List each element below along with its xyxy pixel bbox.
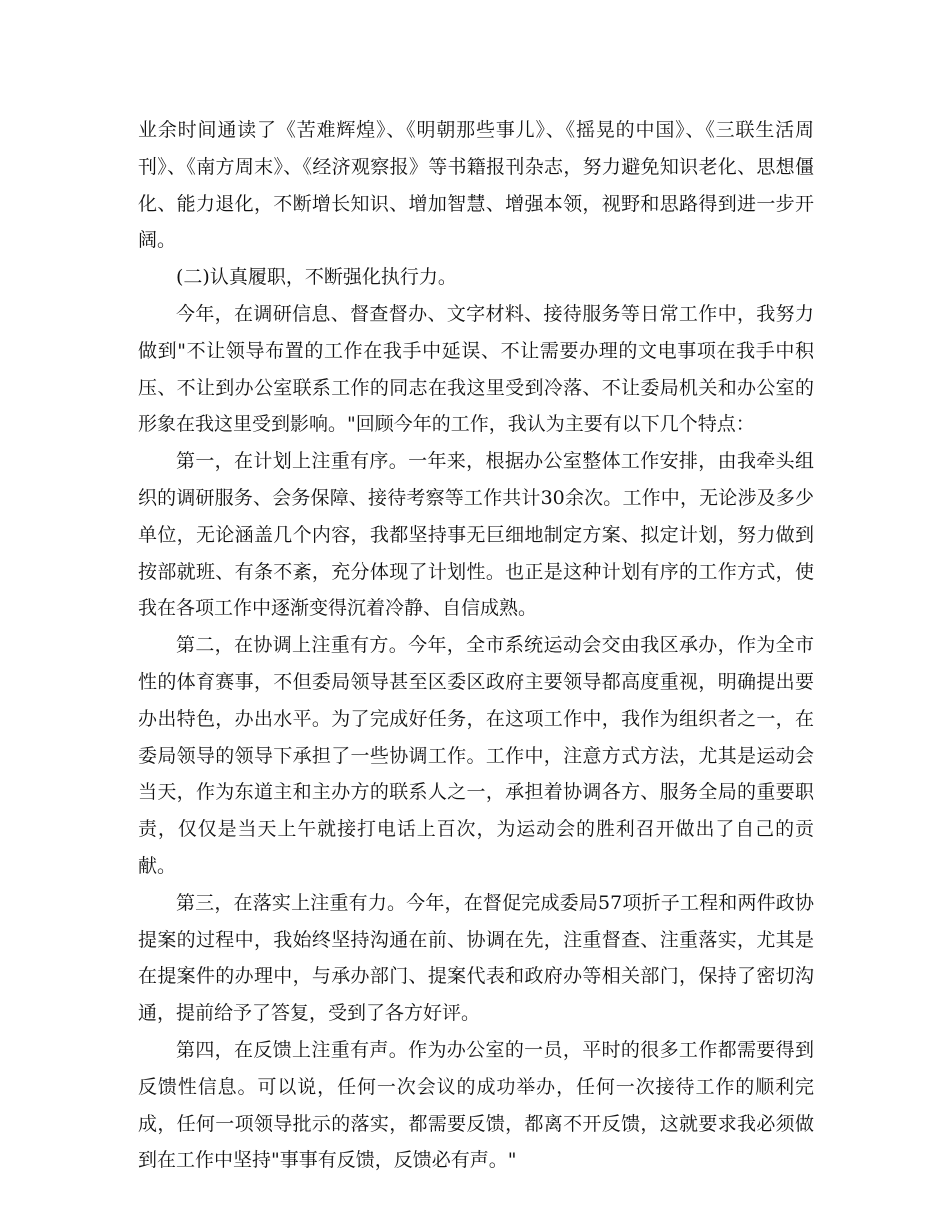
document-body xyxy=(138,112,814,1179)
paragraph-daily-work: 今年，在调研信息、督查督办、文字材料、接待服务等日常工作中，我努力做到"不让领导布置的工作在我手中延误、不让需要办理的文电事项在我手中积压、不让到办公室联系工作的同志在我这里受到冷落、不让委局机关和办公室的形象在我这里受到影响。"回顾今年的工作，我认为主要有以下几个特点： xyxy=(138,302,814,436)
paragraph-point-coordination: 第二，在协调上注重有方。今年，全市系统运动会交由我区承办，作为全市性的体育赛事，不但委局领导甚至区委区政府主要领导都高度重视，明确提出要办出特色，办出水平。为了完成好任务，在这项工作中，我作为组织者之一，在委局领导的领导下承担了一些协调工作。工作中，注意方式方法，尤其是运动会当天，作为东道主和主办方的联系人之一，承担着协调各方、服务全局的重要职责，仅仅是当天上午就接打电话上百次，为运动会的胜利召开做出了自己的贡献。 xyxy=(138,634,814,877)
paragraph-point-planning: 第一，在计划上注重有序。一年来，根据办公室整体工作安排，由我牵头组织的调研服务、会务保障、接待考察等工作共计30余次。工作中，无论涉及多少单位，无论涵盖几个内容，我都坚持事无巨细地制定方案、拟定计划，努力做到按部就班、有条不紊，充分体现了计划性。也正是这种计划有序的工作方式，使我在各项工作中逐渐变得沉着冷静、自信成熟。 xyxy=(138,450,814,620)
paragraph-reading-list: 业余时间通读了《苦难辉煌》、《明朝那些事儿》、《摇晃的中国》、《三联生活周刊》、《南方周末》、《经济观察报》等书籍报刊杂志，努力避免知识老化、思想僵化、能力退化，不断增长知识、增加智慧、增强本领，视野和思路得到进一步开阔。 xyxy=(138,119,814,252)
section-heading-performance: (二)认真履职，不断强化执行力。 xyxy=(176,266,457,289)
paragraph-point-feedback: 第四，在反馈上注重有声。作为办公室的一员，平时的很多工作都需要得到反馈性信息。可以说，任何一次会议的成功举办，任何一次接待工作的顺利完成，任何一项领导批示的落实，都需要反馈，都离不开反馈，这就要求我必须做到在工作中坚持"事事有反馈，反馈必有声。" xyxy=(138,1038,814,1172)
paragraph-point-implementation: 第三，在落实上注重有力。今年，在督促完成委局57项折子工程和两件政协提案的过程中，我始终坚持沟通在前、协调在先，注重督查、注重落实，尤其是在提案件的办理中，与承办部门、提案代表和政府办等相关部门，保持了密切沟通，提前给予了答复，受到了各方好评。 xyxy=(138,891,814,1025)
